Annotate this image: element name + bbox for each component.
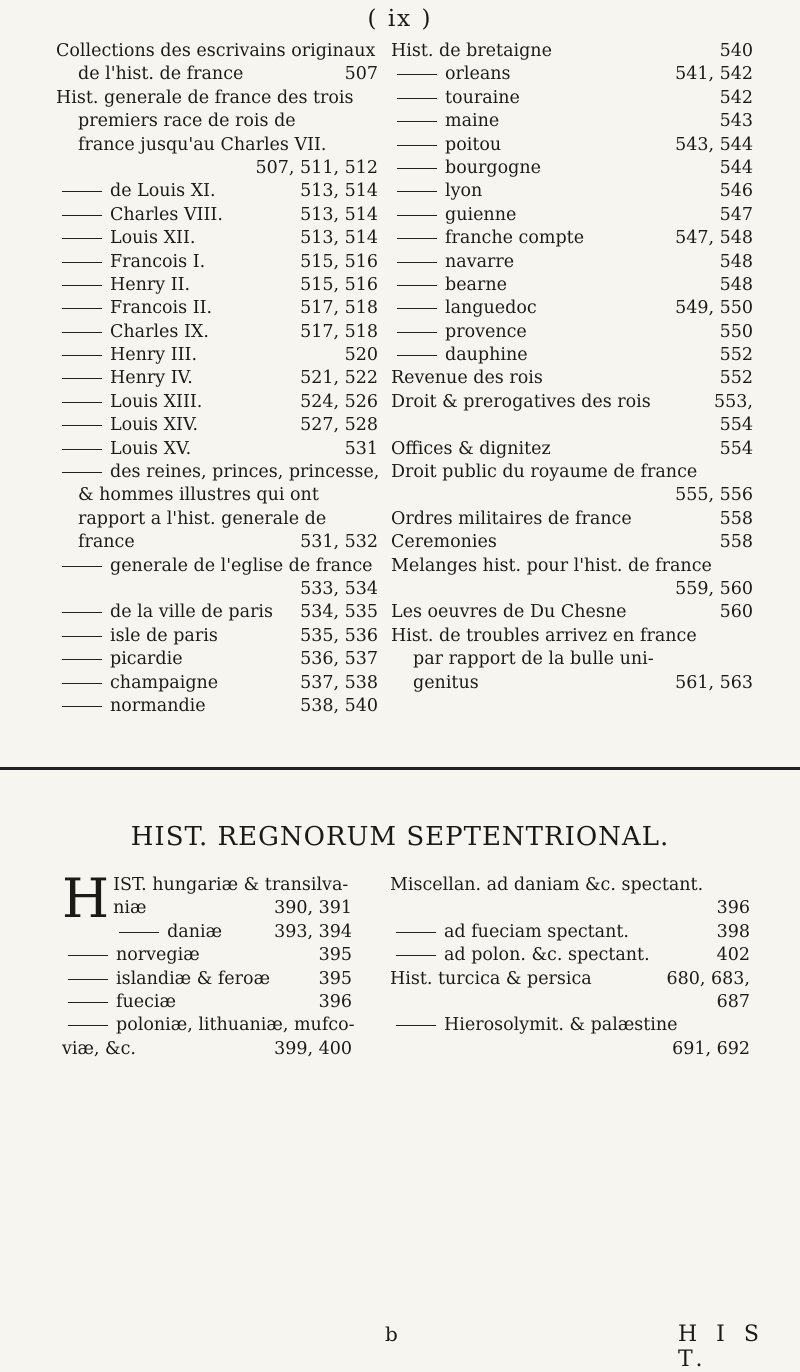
page-reference: 402 [716, 945, 750, 966]
entry-text: Melanges hist. pour l'hist. de france [391, 555, 712, 576]
page-reference: 531 [344, 438, 378, 459]
index-entry [56, 40, 378, 63]
section-heading: HIST. REGNORUM SEPTENTRIONAL. [130, 822, 670, 852]
entry-text: Charles IX. [110, 321, 209, 342]
ditto-dash [62, 659, 102, 660]
page-number: ( ix ) [367, 6, 433, 32]
ditto-dash [62, 612, 102, 613]
ditto-dash [62, 378, 102, 379]
page-reference: 515, 516 [300, 251, 378, 272]
index-entry [62, 944, 352, 967]
ditto-dash [62, 308, 102, 309]
page-reference: 544 [719, 157, 753, 178]
index-left-column [56, 40, 378, 718]
page-reference: 553, [714, 391, 753, 412]
ditto-dash [68, 955, 108, 956]
ditto-dash [68, 1025, 108, 1026]
entry-text: poitou [445, 134, 502, 155]
index-entry [56, 251, 378, 274]
page-reference: 558 [719, 508, 753, 529]
index-entry [56, 438, 378, 461]
index-entry [56, 484, 378, 507]
ditto-dash [62, 215, 102, 216]
index-entry [56, 204, 378, 227]
entry-text: premiers race de rois de [78, 111, 296, 132]
ditto-dash [397, 308, 437, 309]
ditto-dash [68, 1002, 108, 1003]
entry-text: champaigne [110, 672, 219, 693]
index-entry [390, 968, 750, 991]
entry-text: generale de l'eglise de france [110, 555, 373, 576]
index-entry [391, 204, 753, 227]
index-entry [391, 344, 753, 367]
index-entry [56, 157, 378, 180]
entry-text: viæ, &c. [62, 1038, 136, 1059]
index-entry [56, 414, 378, 437]
index-entry [391, 484, 753, 507]
entry-text: Hist. turcica & persica [390, 968, 592, 989]
entry-text: ad fueciam spectant. [444, 921, 629, 942]
entry-text: bearne [445, 274, 507, 295]
page-reference: 535, 536 [300, 625, 378, 646]
index-entry [56, 180, 378, 203]
index-entry [56, 274, 378, 297]
ditto-dash [397, 238, 437, 239]
entry-text: Hist. generale de france des trois [56, 87, 354, 108]
page-reference: 513, 514 [300, 181, 378, 202]
index-entry [390, 921, 750, 944]
entry-text: Francois I. [110, 251, 206, 272]
index-entry [391, 321, 753, 344]
entry-text: navarre [445, 251, 515, 272]
ditto-dash [397, 355, 437, 356]
entry-text: Louis XII. [110, 228, 196, 249]
page-reference: 555, 556 [675, 485, 753, 506]
entry-text: Hist. de bretaigne [391, 41, 552, 61]
index-entry [391, 297, 753, 320]
ditto-dash [62, 425, 102, 426]
ditto-dash [62, 706, 102, 707]
entry-text: Ordres militaires de france [391, 508, 632, 529]
entry-text: de l'hist. de france [78, 64, 244, 85]
page-reference: 559, 560 [675, 578, 753, 599]
index-entry [391, 648, 753, 671]
entry-text: franche compte [445, 228, 585, 249]
index-entry [62, 1038, 352, 1061]
ditto-dash [62, 402, 102, 403]
page-reference: 390, 391 [274, 898, 352, 919]
entry-text: Henry II. [110, 274, 191, 295]
index-entry [390, 944, 750, 967]
entry-text: Droit public du royaume de france [391, 462, 698, 483]
page-reference: 396 [716, 898, 750, 919]
page-reference: 560 [719, 602, 753, 623]
index-entry [56, 367, 378, 390]
page-reference: 547 [719, 204, 753, 225]
index-entry [56, 508, 378, 531]
entry-text: Ceremonies [391, 532, 497, 553]
entry-text: IST. hungariæ & transilva- [113, 875, 349, 895]
ditto-dash [396, 1025, 436, 1026]
entry-text: norvegiæ [116, 945, 200, 966]
entry-text: picardie [110, 649, 183, 670]
index-entry [56, 134, 378, 157]
index-entry [62, 1014, 355, 1037]
entry-text: & hommes illustres qui ont [78, 485, 319, 506]
signature-mark: b [385, 1322, 398, 1346]
ditto-dash [62, 238, 102, 239]
catchword: H I S T. [678, 1322, 765, 1372]
index-entry [62, 897, 352, 920]
page-reference: 547, 548 [675, 228, 753, 249]
page-reference: 687 [716, 991, 750, 1012]
page-reference: 543, 544 [675, 134, 753, 155]
index-entry [56, 297, 378, 320]
index-entry [56, 391, 378, 414]
entry-text: Droit & prerogatives des rois [391, 391, 651, 412]
entry-text: genitus [413, 672, 479, 693]
index-entry [391, 438, 753, 461]
page-reference: 558 [719, 532, 753, 553]
entry-text: Francois II. [110, 298, 213, 319]
index-entry [56, 321, 378, 344]
page-reference: 538, 540 [300, 695, 378, 716]
index-entry [56, 63, 378, 86]
page-reference: 552 [719, 345, 753, 366]
index-entry [56, 87, 378, 110]
index-entry [391, 672, 753, 695]
page-reference: 395 [318, 968, 352, 989]
index-entry [391, 601, 753, 624]
page-reference: 536, 537 [300, 649, 378, 670]
index-entry [391, 625, 753, 648]
page-reference: 396 [318, 991, 352, 1012]
entry-text: guienne [445, 204, 517, 225]
ditto-dash [397, 332, 437, 333]
page-reference: 550 [719, 321, 753, 342]
page-reference: 531, 532 [300, 532, 378, 553]
ditto-dash [62, 472, 102, 473]
index-entry [391, 134, 753, 157]
page-reference: 541, 542 [675, 64, 753, 85]
page-reference: 398 [716, 921, 750, 942]
entry-text: Collections des escrivains originaux [56, 41, 376, 61]
ditto-dash [397, 145, 437, 146]
page-reference: 521, 522 [300, 368, 378, 389]
entry-text: islandiæ & feroæ [116, 968, 271, 989]
ditto-dash [62, 449, 102, 450]
index-entry [391, 461, 753, 484]
index-entry [56, 227, 378, 250]
page-reference: 542 [719, 87, 753, 108]
index-entry [391, 40, 753, 63]
entry-text: Louis XIV. [110, 415, 199, 436]
entry-text: Henry IV. [110, 368, 193, 389]
ditto-dash [396, 955, 436, 956]
index-entry [391, 414, 753, 437]
page-reference: 533, 534 [300, 578, 378, 599]
page-reference: 549, 550 [675, 298, 753, 319]
index-entry [56, 461, 378, 484]
page-reference: 524, 526 [300, 391, 378, 412]
index-entry [391, 110, 753, 133]
page-reference: 513, 514 [300, 228, 378, 249]
index-entry [391, 578, 753, 601]
entry-text: france [78, 532, 135, 553]
ditto-dash [397, 285, 437, 286]
index-entry [62, 921, 352, 944]
ditto-dash [396, 932, 436, 933]
page-reference: 548 [719, 251, 753, 272]
index-entry [56, 625, 378, 648]
entry-text: de Louis XI. [110, 181, 216, 202]
lower-right-column [390, 874, 750, 1061]
index-entry [56, 672, 378, 695]
entry-text: dauphine [445, 345, 528, 366]
ditto-dash [397, 74, 437, 75]
index-entry [391, 227, 753, 250]
index-entry [390, 1038, 750, 1061]
index-entry [391, 508, 753, 531]
entry-text: Hierosolymit. & palæstine [444, 1015, 678, 1036]
entry-text: poloniæ, lithuaniæ, mufco- [116, 1015, 355, 1036]
page-reference: 537, 538 [300, 672, 378, 693]
entry-text: Henry III. [110, 345, 198, 366]
entry-text: des reines, princes, princesse, [110, 462, 380, 483]
entry-text: orleans [445, 64, 511, 85]
index-entry [390, 897, 750, 920]
section-divider-rule [0, 767, 800, 770]
entry-text: Hist. de troubles arrivez en france [391, 625, 697, 646]
entry-text: isle de paris [110, 625, 218, 646]
page-reference: 554 [719, 438, 753, 459]
page-reference: 507, 511, 512 [255, 157, 378, 178]
ditto-dash [62, 636, 102, 637]
entry-text: Offices & dignitez [391, 438, 551, 459]
page-reference: 515, 516 [300, 274, 378, 295]
page-reference: 543 [719, 111, 753, 132]
ditto-dash [62, 285, 102, 286]
page-reference: 548 [719, 274, 753, 295]
ditto-dash [62, 332, 102, 333]
index-entry [390, 991, 750, 1014]
page-reference: 520 [344, 345, 378, 366]
ditto-dash [62, 566, 102, 567]
index-entry [391, 180, 753, 203]
entry-text: par rapport de la bulle uni- [413, 649, 654, 670]
index-entry [62, 968, 352, 991]
ditto-dash [397, 168, 437, 169]
lower-left-column [62, 867, 355, 1061]
entry-text: daniæ [167, 921, 223, 942]
index-entry [390, 1014, 750, 1037]
page-reference: 534, 535 [300, 602, 378, 623]
entry-text: Louis XV. [110, 438, 192, 459]
index-entry [62, 991, 352, 1014]
drop-capital: H [62, 867, 110, 930]
index-entry [391, 157, 753, 180]
page-reference: 393, 394 [274, 921, 352, 942]
page-reference: 540 [719, 41, 753, 61]
index-entry [391, 274, 753, 297]
entry-text: Louis XIII. [110, 391, 203, 412]
entry-text: provence [445, 321, 527, 342]
index-entry [56, 578, 378, 601]
index-entry [391, 251, 753, 274]
page-reference: 507 [344, 64, 378, 85]
index-entry [390, 874, 750, 897]
index-entry [56, 344, 378, 367]
page-reference: 527, 528 [300, 415, 378, 436]
entry-text: niæ [113, 898, 147, 919]
index-entry [391, 63, 753, 86]
index-entry [56, 648, 378, 671]
index-entry [391, 531, 753, 554]
ditto-dash [397, 191, 437, 192]
entry-text: de la ville de paris [110, 602, 274, 623]
page-reference: 691, 692 [672, 1038, 750, 1059]
index-entry [391, 367, 753, 390]
entry-text: bourgogne [445, 157, 541, 178]
ditto-dash [397, 262, 437, 263]
page-reference: 554 [719, 415, 753, 436]
ditto-dash [397, 215, 437, 216]
page-reference: 561, 563 [675, 672, 753, 693]
entry-text: rapport a l'hist. generale de [78, 508, 327, 529]
entry-text: maine [445, 111, 500, 132]
index-entry [56, 695, 378, 718]
entry-text: fueciæ [116, 991, 176, 1012]
index-entry [56, 601, 378, 624]
entry-text: Charles VIII. [110, 204, 223, 225]
ditto-dash [68, 979, 108, 980]
entry-text: languedoc [445, 298, 537, 319]
ditto-dash [62, 262, 102, 263]
page-reference: 517, 518 [300, 321, 378, 342]
ditto-dash [62, 683, 102, 684]
index-entry [391, 555, 753, 578]
page-reference: 680, 683, [666, 968, 750, 989]
index-right-column [391, 40, 753, 695]
page-reference: 546 [719, 181, 753, 202]
index-entry [56, 555, 378, 578]
entry-text: lyon [445, 181, 483, 202]
ditto-dash [62, 355, 102, 356]
index-entry [391, 87, 753, 110]
page-reference: 517, 518 [300, 298, 378, 319]
entry-text: Miscellan. ad daniam &c. spectant. [390, 875, 704, 895]
entry-text: Revenue des rois [391, 368, 543, 389]
ditto-dash [397, 121, 437, 122]
entry-text: france jusqu'au Charles VII. [78, 134, 327, 155]
ditto-dash [397, 98, 437, 99]
ditto-dash [62, 191, 102, 192]
entry-text: ad polon. &c. spectant. [444, 945, 650, 966]
page-reference: 513, 514 [300, 204, 378, 225]
page-reference: 395 [318, 945, 352, 966]
index-entry [56, 110, 378, 133]
ditto-dash [119, 932, 159, 933]
page-reference: 399, 400 [274, 1038, 352, 1059]
index-entry [391, 391, 753, 414]
entry-text: Les oeuvres de Du Chesne [391, 602, 627, 623]
page-reference: 552 [719, 368, 753, 389]
entry-text: normandie [110, 695, 206, 716]
entry-text: touraine [445, 87, 520, 108]
index-entry [56, 531, 378, 554]
